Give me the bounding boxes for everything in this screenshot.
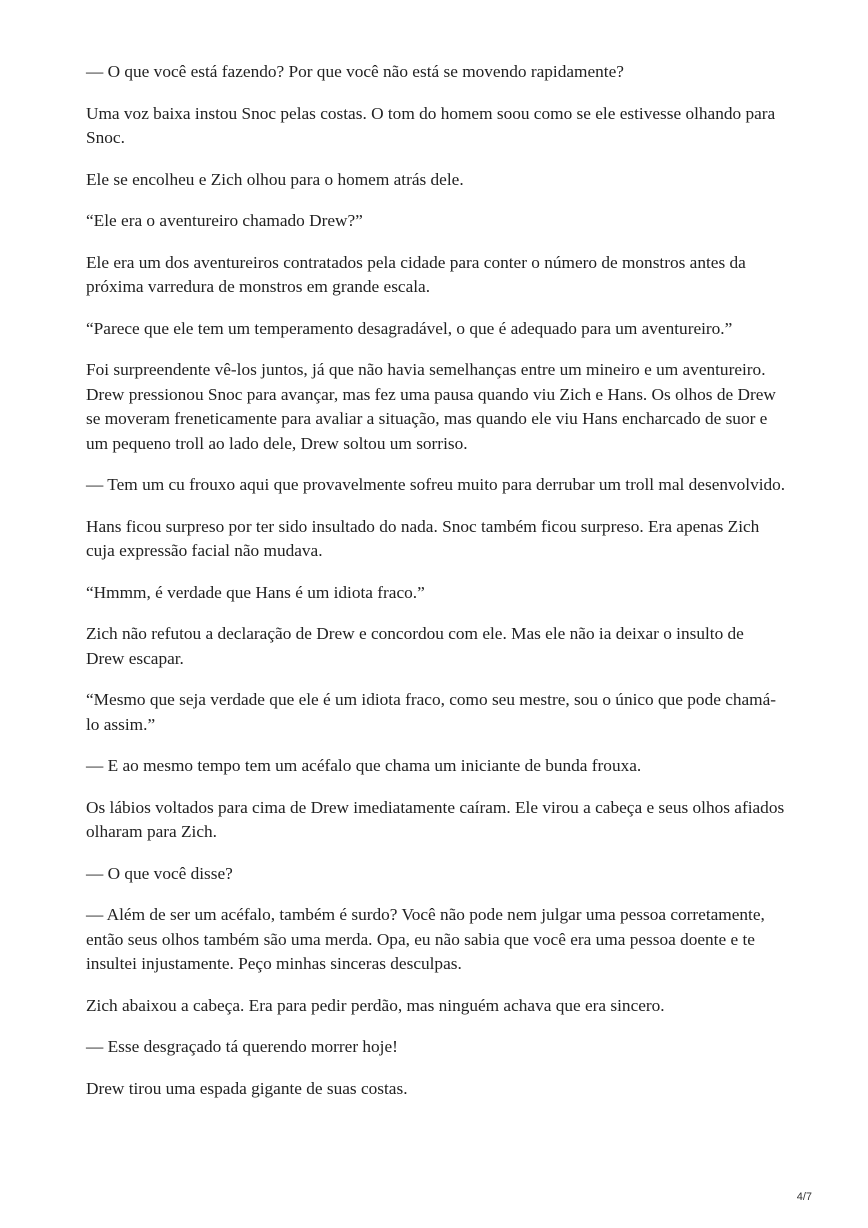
- paragraph: Ele era um dos aventureiros contratados pela cidade para conter o número de monstros antes da próxima varredura de monstros em grande escala.: [86, 252, 746, 296]
- paragraph: Drew tirou uma espada gigante de suas costas.: [86, 1078, 408, 1098]
- paragraph: Zich abaixou a cabeça. Era para pedir perdão, mas ninguém achava que era sincero.: [86, 995, 665, 1015]
- paragraph: Uma voz baixa instou Snoc pelas costas. O tom do homem soou como se ele estivesse olhando para Snoc.: [86, 103, 776, 147]
- page-number: 4/7: [796, 1191, 812, 1203]
- paragraph: — O que você está fazendo? Por que você não está se movendo rapidamente?: [86, 62, 624, 81]
- paragraph: Ele se encolheu e Zich olhou para o homem atrás dele.: [86, 169, 464, 189]
- paragraph: — Esse desgraçado tá querendo morrer hoje!: [86, 1037, 398, 1056]
- paragraph: “Mesmo que seja verdade que ele é um idiota fraco, como seu mestre, sou o único que pode chamá-lo assim.”: [86, 690, 777, 734]
- paragraph: Hans ficou surpreso por ter sido insultado do nada. Snoc também ficou surpreso. Era apenas Zich cuja expressão facial não mudava.: [86, 516, 760, 560]
- paragraph: Foi surpreendente vê-los juntos, já que não havia semelhanças entre um mineiro e um aventureiro. Drew pressionou Snoc para avançar, mas fez uma pausa quando viu Zich e Hans. Os olhos de Drew se moveram freneticamente para avaliar a situação, mas quando ele viu Hans encharcado de suor e um pequeno troll ao lado dele, Drew soltou um sorriso.: [86, 360, 776, 453]
- paragraph: — E ao mesmo tempo tem um acéfalo que chama um iniciante de bunda frouxa.: [86, 756, 642, 775]
- paragraph: Os lábios voltados para cima de Drew imediatamente caíram. Ele virou a cabeça e seus olhos afiados olharam para Zich.: [86, 797, 785, 841]
- paragraph: Zich não refutou a declaração de Drew e concordou com ele. Mas ele não ia deixar o insulto de Drew escapar.: [86, 624, 744, 668]
- paragraph: “Hmmm, é verdade que Hans é um idiota fraco.”: [86, 582, 425, 602]
- document-body: [86, 60, 786, 1118]
- paragraph: — Tem um cu frouxo aqui que provavelmente sofreu muito para derrubar um troll mal desenvolvido.: [86, 475, 786, 494]
- paragraph: “Parece que ele tem um temperamento desagradável, o que é adequado para um aventureiro.”: [86, 318, 733, 338]
- paragraph: — O que você disse?: [86, 863, 233, 883]
- paragraph: — Além de ser um acéfalo, também é surdo? Você não pode nem julgar uma pessoa corretamente, então seus olhos também são uma merda. Opa, eu não sabia que você era uma pessoa doente e te insultei injustamente. Peço minhas sinceras desculpas.: [86, 905, 765, 973]
- paragraph: “Ele era o aventureiro chamado Drew?”: [86, 211, 363, 230]
